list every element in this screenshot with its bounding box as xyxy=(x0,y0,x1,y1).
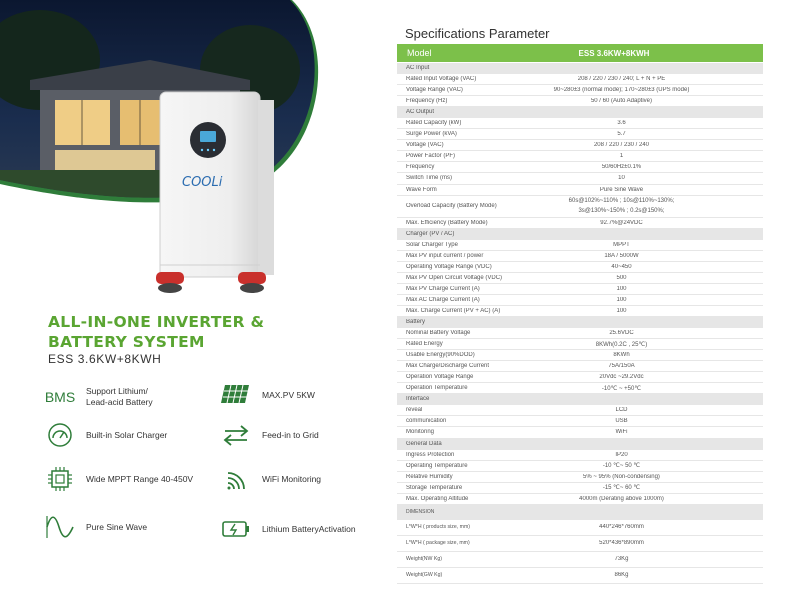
spec-row xyxy=(397,416,763,427)
spec-value: 5% ~ 95% (Non-condensing) xyxy=(583,473,660,480)
spec-row xyxy=(397,383,763,394)
feature-text: Built-in Solar Charger xyxy=(86,429,168,440)
spec-value: 50 / 60 (Auto Adaptive) xyxy=(590,98,653,105)
spec-label: Solar Charger Type xyxy=(406,241,458,248)
spec-row xyxy=(397,350,763,361)
spec-value: 208 / 220 / 230 / 240; L + N + PE xyxy=(577,76,666,83)
spec-label: Max Charge/Discharge Current xyxy=(406,363,490,370)
hero-illustration xyxy=(0,0,330,300)
spec-value: 90~280±3 (normal mode); 170~280±3 (UPS mode) xyxy=(553,87,690,94)
spec-value: 3.6 xyxy=(617,120,626,127)
feature-text: Wide MPPT Range 40-450V xyxy=(86,473,194,484)
spec-value: 100 xyxy=(616,307,627,314)
spec-row xyxy=(397,339,763,350)
spec-section-row xyxy=(397,229,763,240)
spec-value: Pure Sine Wave xyxy=(599,186,644,193)
spec-label: Voltage (VAC) xyxy=(406,142,444,149)
spec-value: 73Kg xyxy=(614,556,629,563)
spec-value: 5.7 xyxy=(617,131,626,138)
spec-value: 75A/150A xyxy=(608,363,635,370)
chip-icon xyxy=(42,464,78,494)
spec-row xyxy=(397,552,763,568)
feature-text: WiFi Monitoring xyxy=(262,473,322,484)
spec-value: -15 ℃~ 60 ℃ xyxy=(602,485,641,492)
spec-value: 25.6VDC xyxy=(609,330,634,337)
spec-label: Nominal Battery Voltage xyxy=(406,330,471,337)
spec-header-value: ESS 3.6KW+8KWH xyxy=(578,48,650,58)
spec-value: 10 xyxy=(618,175,625,182)
spec-label: Frequency xyxy=(406,164,435,171)
spec-row xyxy=(397,162,763,173)
spec-value: -10℃ ~ +50℃ xyxy=(601,385,642,392)
spec-value: LCD xyxy=(615,407,628,414)
spec-row xyxy=(397,284,763,295)
spec-label: Weight(GW Kg) xyxy=(406,572,443,579)
spec-row xyxy=(397,306,763,317)
feature-text: Pure Sine Wave xyxy=(86,521,148,532)
spec-label: Max AC Charge Current (A) xyxy=(406,296,480,303)
sine-wave-icon xyxy=(42,512,78,542)
spec-value: 86Kg xyxy=(614,572,629,579)
feature-text: Lithium BatteryActivation xyxy=(262,523,356,534)
spec-row xyxy=(397,405,763,416)
solar-charger-gauge-icon xyxy=(42,420,78,450)
feature-wifi xyxy=(218,464,321,494)
spec-table xyxy=(397,63,763,584)
spec-value: IP20 xyxy=(615,451,628,458)
spec-section-row xyxy=(397,107,763,118)
spec-section-row xyxy=(397,63,763,74)
spec-row xyxy=(397,173,763,184)
spec-label: Operating Temperature xyxy=(406,462,468,469)
spec-header-row xyxy=(397,44,763,62)
spec-label: Power Factor (PF) xyxy=(406,153,456,160)
spec-row xyxy=(397,196,763,218)
spec-label: Interface xyxy=(406,396,430,403)
bms-icon: BMS xyxy=(44,388,76,405)
spec-row xyxy=(397,85,763,96)
brand-logo: COOLi xyxy=(182,175,223,190)
spec-value: 208 / 220 / 230 / 240 xyxy=(593,142,650,149)
spec-label: Charger (PV / AC) xyxy=(406,230,455,237)
spec-label: AC Output xyxy=(406,109,435,116)
spec-value: 100 xyxy=(616,285,627,292)
spec-row xyxy=(397,151,763,162)
spec-row xyxy=(397,218,763,229)
feature-text: Feed-in to Grid xyxy=(262,429,319,440)
spec-label: L*W*H ( products size, mm) xyxy=(406,524,470,531)
spec-label: Ingress Protection xyxy=(406,451,455,458)
spec-label: Operating Voltage Range (VDC) xyxy=(406,263,492,270)
spec-row xyxy=(397,140,763,151)
spec-label: communication xyxy=(406,418,447,425)
spec-value: 100 xyxy=(616,296,627,303)
spec-section-row xyxy=(397,505,763,520)
feature-max-pv xyxy=(218,380,315,410)
spec-label: Max PV Open Circuit Voltage (VDC) xyxy=(406,274,503,281)
spec-row xyxy=(397,520,763,536)
spec-header-label: Model xyxy=(407,48,432,58)
spec-label: Storage Temperature xyxy=(406,484,463,491)
spec-row xyxy=(397,273,763,284)
spec-row xyxy=(397,240,763,251)
feature-text: MAX.PV 5KW xyxy=(262,389,315,400)
spec-section-row xyxy=(397,394,763,405)
solar-panel-icon xyxy=(218,380,254,410)
spec-value: 92.7%@24VDC xyxy=(600,219,643,226)
spec-value: MPPT xyxy=(613,241,630,248)
spec-label: Overload Capacity (Battery Mode) xyxy=(406,203,497,210)
spec-row xyxy=(397,568,763,584)
spec-label: DIMENSION xyxy=(406,508,435,515)
spec-label: Weight(NW Kg) xyxy=(406,556,442,563)
spec-label: reveal xyxy=(406,407,423,414)
feature-mppt xyxy=(42,464,193,494)
spec-row xyxy=(397,262,763,273)
spec-title: Specifications Parameter xyxy=(405,26,550,41)
spec-value: -10 ℃~ 50 ℃ xyxy=(602,463,641,470)
spec-value: 20Vdc ~29.2Vdc xyxy=(599,374,644,381)
spec-label: Switch Time (ms) xyxy=(406,175,453,182)
spec-value: 18A / 5000W xyxy=(604,252,639,259)
spec-row xyxy=(397,118,763,129)
spec-row xyxy=(397,472,763,483)
hero-image xyxy=(0,0,330,300)
spec-row xyxy=(397,96,763,107)
spec-section-row xyxy=(397,317,763,328)
spec-label: General Data xyxy=(406,440,442,447)
spec-value: 4000m (Derating above 1000m) xyxy=(579,495,664,502)
spec-label: Operation Voltage Range xyxy=(406,374,474,381)
spec-row xyxy=(397,129,763,140)
spec-label: Rated Energy xyxy=(406,341,443,348)
spec-value: USB xyxy=(615,418,628,425)
feature-lithium-activation xyxy=(218,514,356,544)
spec-label: Max. Charge Current (PV + AC) (A) xyxy=(406,307,501,314)
spec-row xyxy=(397,427,763,438)
battery-icon xyxy=(218,514,254,544)
spec-label: Max. Efficiency (Battery Mode) xyxy=(406,219,488,226)
spec-row xyxy=(397,450,763,461)
spec-label: Usable Energy(90%DOD) xyxy=(406,352,475,359)
spec-label: Rated Capacity (kW) xyxy=(406,120,462,127)
spec-label: Rated Input Voltage (VAC) xyxy=(406,76,477,83)
spec-row xyxy=(397,295,763,306)
spec-label: Battery xyxy=(406,319,426,325)
spec-row xyxy=(397,494,763,505)
feature-text: Support Lithium/ Lead-acid Battery xyxy=(86,386,153,407)
feature-solar-charger xyxy=(42,420,167,450)
spec-value: 60s@102%~110% ; 10s@110%~130%; 3s@130%~150% ; 0.2s@150%; xyxy=(568,198,675,215)
spec-label: Relative Humidity xyxy=(406,473,453,480)
wifi-icon xyxy=(218,464,254,494)
spec-label: Surge Power (kVA) xyxy=(406,131,457,138)
feed-in-arrows-icon xyxy=(218,420,254,450)
spec-row xyxy=(397,483,763,494)
spec-value: 440*246*760mm xyxy=(599,524,644,531)
spec-label: Monitoring xyxy=(406,429,435,436)
spec-label: Max PV Charge Current (A) xyxy=(406,285,480,292)
spec-value: 50/60Hz±0.1% xyxy=(601,164,642,171)
spec-value: 1 xyxy=(619,153,624,160)
spec-label: Max. Operating Altitude xyxy=(406,495,469,502)
spec-row xyxy=(397,461,763,472)
spec-label: Voltage Range (VAC) xyxy=(406,87,463,94)
spec-value: 8KWh(0.2C , 25℃) xyxy=(595,341,648,348)
spec-label: Max PV input current / power xyxy=(406,252,484,259)
feature-feed-in xyxy=(218,420,319,450)
feature-bms xyxy=(42,382,153,412)
spec-row xyxy=(397,372,763,383)
feature-sine-wave xyxy=(42,512,147,542)
spec-row xyxy=(397,328,763,339)
product-subtitle: ESS 3.6KW+8KWH xyxy=(48,352,162,366)
spec-value: WiFi xyxy=(615,429,628,436)
spec-label: L*W*H ( package size, mm) xyxy=(406,540,470,547)
spec-value: 40~450 xyxy=(611,263,632,270)
spec-value: 8KWh xyxy=(613,352,630,359)
product-title: ALL-IN-ONE INVERTER & BATTERY SYSTEM xyxy=(48,313,265,351)
spec-label: AC Input xyxy=(406,65,430,72)
spec-label: Frequency (Hz) xyxy=(406,98,448,105)
spec-row xyxy=(397,536,763,552)
spec-row xyxy=(397,74,763,85)
spec-row xyxy=(397,251,763,262)
spec-label: Wave Form xyxy=(406,186,437,193)
spec-value: 500 xyxy=(616,274,627,281)
spec-section-row xyxy=(397,439,763,450)
spec-row xyxy=(397,361,763,372)
spec-row xyxy=(397,185,763,196)
spec-value: 520*436*890mm xyxy=(599,540,644,547)
spec-label: Operation Temperature xyxy=(406,385,468,392)
